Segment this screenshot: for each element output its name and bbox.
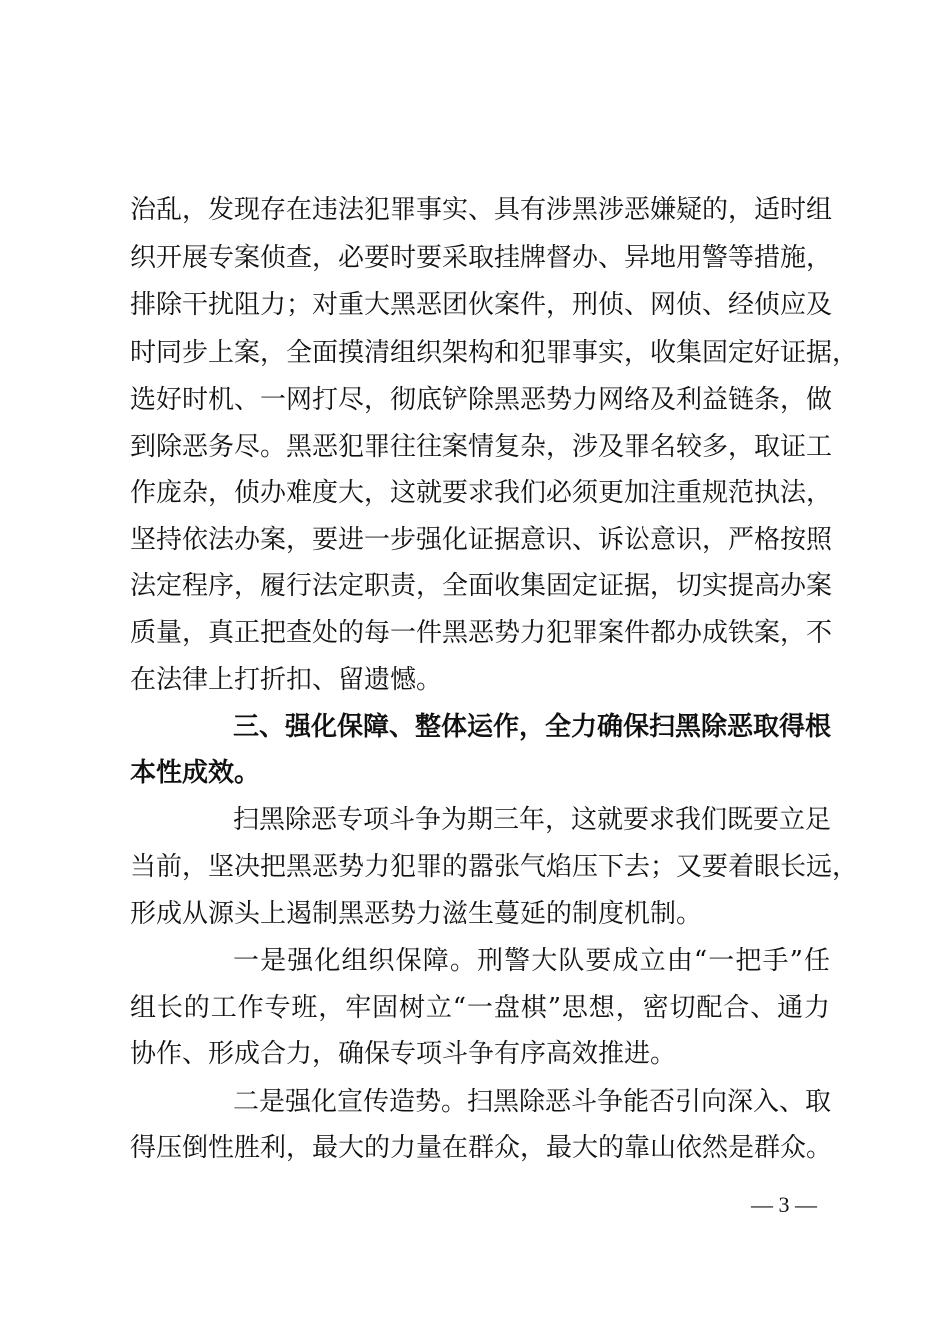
text-line: 治乱，发现存在违法犯罪事实、具有涉黑涉恶嫌疑的，适时组 xyxy=(130,195,833,225)
text-line: 二是强化宣传造势。扫黑除恶斗争能否引向深入、取 xyxy=(233,1087,832,1117)
text-line: 扫黑除恶专项斗争为期三年，这就要求我们既要立足 xyxy=(233,805,832,835)
text-line: 坚持依法办案，要进一步强化证据意识、诉讼意识，严格按照 xyxy=(130,525,833,555)
text-line: 选好时机、一网打尽，彻底铲除黑恶势力网络及利益链条，做 xyxy=(130,385,833,415)
section-heading-line: 本性成效。 xyxy=(130,758,261,788)
text-line: 一是强化组织保障。刑警大队要成立由“一把手”任 xyxy=(233,946,830,976)
text-line: 得压倒性胜利，最大的力量在群众，最大的靠山依然是群众。 xyxy=(130,1133,833,1163)
text-line: 形成从源头上遏制黑恶势力滋生蔓延的制度机制。 xyxy=(130,899,703,929)
text-line: 在法律上打折扣、留遗憾。 xyxy=(130,665,443,695)
section-heading-line: 三、强化保障、整体运作，全力确保扫黑除恶取得根 xyxy=(233,712,832,742)
text-line: 织开展专案侦查，必要时要采取挂牌督办、异地用警等措施， xyxy=(130,243,833,273)
page-number: — 3 — xyxy=(751,1192,817,1217)
text-line: 法定程序，履行法定职责，全面收集固定证据，切实提高办案 xyxy=(130,571,833,601)
text-line: 作庞杂，侦办难度大，这就要求我们必须更加注重规范执法， xyxy=(130,478,833,508)
text-line: 组长的工作专班，牢固树立“一盘棋”思想，密切配合、通力 xyxy=(130,993,830,1023)
text-line: 排除干扰阻力；对重大黑恶团伙案件，刑侦、网侦、经侦应及 xyxy=(130,290,833,320)
text-line: 时同步上案，全面摸清组织架构和犯罪事实，收集固定好证据， xyxy=(130,338,859,368)
text-line: 到除恶务尽。黑恶犯罪往往案情复杂，涉及罪名较多，取证工 xyxy=(130,432,833,462)
text-line: 当前，坚决把黑恶势力犯罪的嚣张气焰压下去；又要着眼长远， xyxy=(130,852,859,882)
text-line: 协作、形成合力，确保专项斗争有序高效推进。 xyxy=(130,1039,677,1069)
text-line: 质量，真正把查处的每一件黑恶势力犯罪案件都办成铁案，不 xyxy=(130,618,833,648)
